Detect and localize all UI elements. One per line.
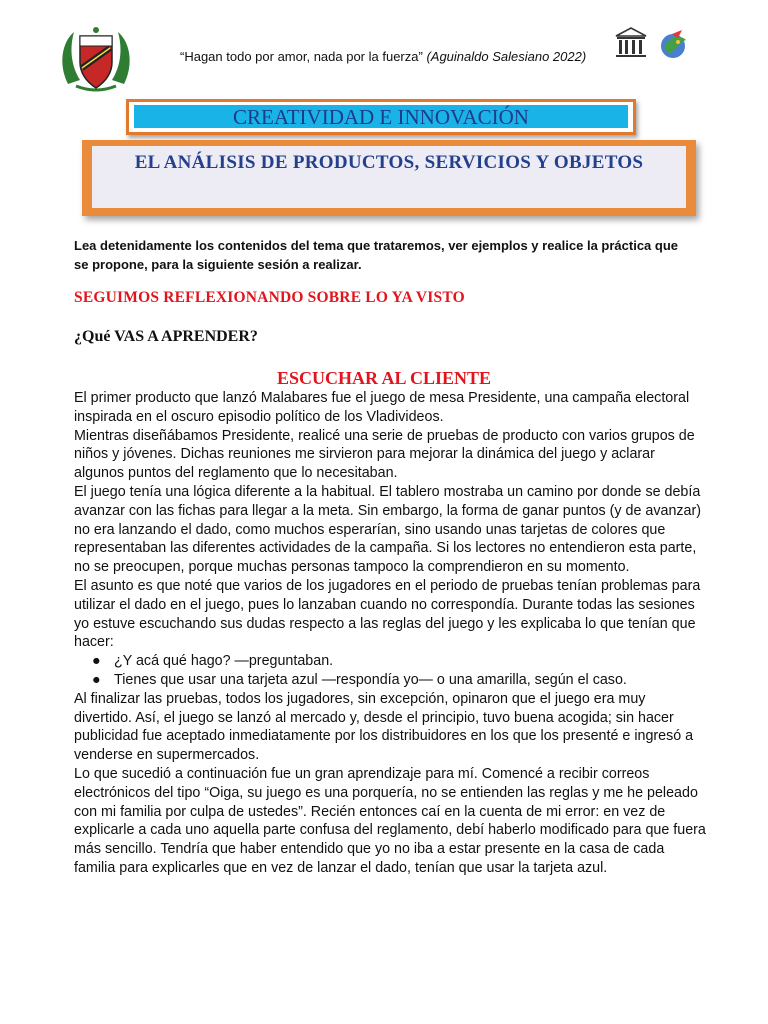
associated-schools-logo-icon — [656, 28, 690, 62]
paragraph: El asunto es que noté que varios de los jugadores en el periodo de pruebas tenían problemas para utilizar el dado en el juego, pues lo lanzaban cuando no correspondía. Durante todas las sesiones yo estuve escuchando sus dudas respecto a las reglas del juego y les explicaba lo que tenían que hacer: — [74, 577, 701, 651]
paragraph: Lo que sucedió a continuación fue un gran aprendizaje para mí. Comencé a recibir correos electrónicos del tipo “Oiga, su juego es una porquería, no se entienden las reglas y me he peleado con mi familia por culpa de ustedes”. Recién entonces caí en la cuenta de mi error: en vez de explicarle a cada uno aquella parte confusa del reglamento, debí haberlo modificado para que fuera más sencillo. Tendría que haber entendido que yo no iba a estar presente en la casa de cada familia para explicarles que en vez de lanzar el dado, tenían que usar la tarjeta azul. — [74, 765, 706, 876]
instructions-text: Lea detenidamente los contenidos del tema que trataremos, ver ejemplos y realice la práctica que se propone, para la siguiente sesión a realizar. — [74, 238, 678, 272]
list-item-text: ¿Y acá qué hago? —preguntaban. — [114, 653, 334, 670]
subtitle-box — [82, 140, 696, 216]
paragraph: Al finalizar las pruebas, todos los jugadores, sin excepción, opinaron que el juego era muy divertido. Así, el juego se lanzó al mercado y, desde el principio, tuvo buena acogida; sin hacer publicidad fue aceptado inmediatamente por los distribuidores en los que los presenté e ingresó a venderse en supermercados. — [74, 690, 694, 764]
section-heading-reflect: SEGUIMOS REFLEXIONANDO SOBRE LO YA VISTO — [74, 289, 465, 306]
document-subtitle: EL ANÁLISIS DE PRODUCTOS, SERVICIOS Y OBJETOS — [92, 146, 686, 208]
bullet-icon: ● — [92, 653, 101, 670]
list-item — [92, 671, 706, 690]
motto — [180, 49, 620, 64]
paragraph: Mientras diseñábamos Presidente, realicé una serie de pruebas de producto con varios grupos de niños y jóvenes. Dichas reuniones me sirvieron para mejorar la dinámica del juego y aclarar algunos puntos del reglamento que lo necesitaban. — [74, 427, 695, 482]
article-body — [74, 389, 706, 878]
dialogue-list — [74, 652, 706, 690]
partner-logos — [612, 26, 722, 82]
paragraph: El juego tenía una lógica diferente a la habitual. El tablero mostraba un camino por donde se debía avanzar con las fichas para llegar a la meta. Sin embargo, la forma de ganar puntos (y de avanzar) no era lanzando el dado, como muchos esperarían, sino usando unas tarjetas de colores que representaban las diferentes actividades de la campaña. Si los lectores no entendieron esta parte, no se preocupen, porque muchas personas tampoco la comprendieron en su momento. — [74, 483, 702, 576]
school-crest-icon — [58, 24, 134, 94]
document-title: CREATIVIDAD E INNOVACIÓN — [134, 105, 628, 128]
list-item-text: Tienes que usar una tarjeta azul —respondía yo— o una amarilla, según el caso. — [114, 671, 627, 688]
paragraph: El primer producto que lanzó Malabares fue el juego de mesa Presidente, una campaña electoral inspirada en el oscuro episodio político de los Vladivideos. — [74, 390, 690, 425]
list-item — [92, 652, 706, 671]
bullet-icon: ● — [92, 671, 101, 688]
motto-quote: “Hagan todo por amor, nada por la fuerza” — [180, 49, 423, 64]
section-heading-learn: ¿Qué VAS A APRENDER? — [74, 328, 258, 345]
unesco-logo-icon — [612, 26, 650, 60]
section-title: ESCUCHAR AL CLIENTE — [276, 368, 492, 388]
motto-source: (Aguinaldo Salesiano 2022) — [426, 49, 587, 64]
title-box — [126, 99, 636, 135]
page-header — [0, 0, 768, 100]
